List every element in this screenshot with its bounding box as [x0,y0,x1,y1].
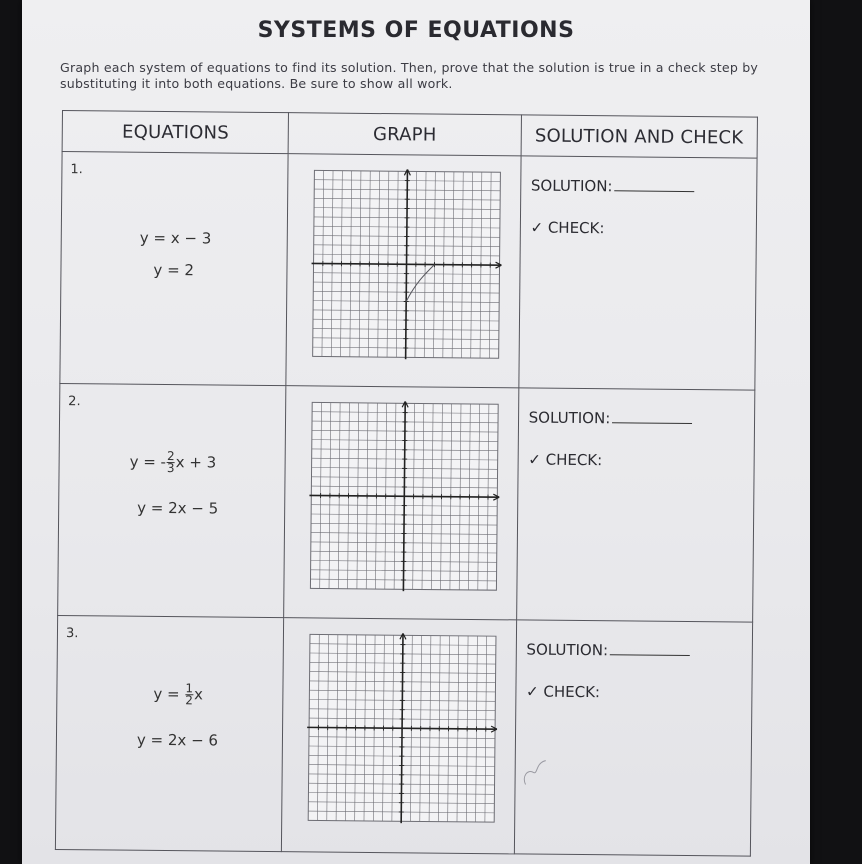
worksheet-table [55,110,758,857]
equation-1a: y = x − 3 [139,229,212,248]
header-equations: EQUATIONS [62,111,289,154]
equation-2b: y = 2x − 5 [137,498,219,518]
header-row [62,111,757,159]
fraction: $\frac{2}{3}$ [166,449,175,476]
solution-label-1: SOLUTION: [531,177,695,197]
coordinate-grid-1[interactable] [311,169,503,361]
check-label-1: ✓ CHECK: [530,218,605,238]
page-title: SYSTEMS OF EQUATIONS [257,18,575,43]
equation-1b: y = 2 [153,261,195,280]
problem-number: 3. [65,626,79,642]
solution-label-2: SOLUTION: [529,409,693,429]
fraction: $\frac{1}{2}$ [185,681,194,708]
problem-row-2 [58,384,755,623]
solution-cell-2 [516,388,755,622]
graph-cell-2[interactable] [284,386,518,620]
problem-number: 1. [70,162,83,178]
problem-row-3 [55,616,752,857]
header-solution-check: SOLUTION AND CHECK [521,115,758,159]
solution-cell-3 [514,620,753,856]
solution-blank-3[interactable] [610,642,690,656]
scribble-stroke [524,761,546,785]
header-graph: GRAPH [289,113,522,157]
coordinate-grid-3[interactable] [307,632,499,824]
equations-cell-1 [60,152,289,386]
instructions: Graph each system of equations to find its solution. Then, prove that the solution is true in a check step by substituting it into both equations. Be sure to show all work. [60,60,759,91]
problem-row-1 [60,152,757,391]
solution-label-3: SOLUTION: [526,641,690,661]
equation-2a: y = - $\frac{2}{3}$ x + 3 [129,449,217,476]
graph-cell-3[interactable] [282,618,516,854]
equation-3b: y = 2x − 6 [136,730,219,750]
solution-cell-1 [518,156,757,390]
solution-blank-2[interactable] [612,411,692,425]
equations-cell-2 [58,384,287,618]
check-label-2: ✓ CHECK: [528,450,603,470]
equations-cell-3 [55,616,284,852]
pencil-scribble [519,750,559,790]
equation-3a: y = $\frac{1}{2}$ x [153,681,203,708]
solution-blank-1[interactable] [614,179,694,193]
coordinate-grid-2[interactable] [309,401,501,593]
graph-cell-1[interactable] [286,154,520,388]
problem-number: 2. [68,394,81,410]
check-label-3: ✓ CHECK: [525,682,601,702]
worksheet [22,0,810,864]
